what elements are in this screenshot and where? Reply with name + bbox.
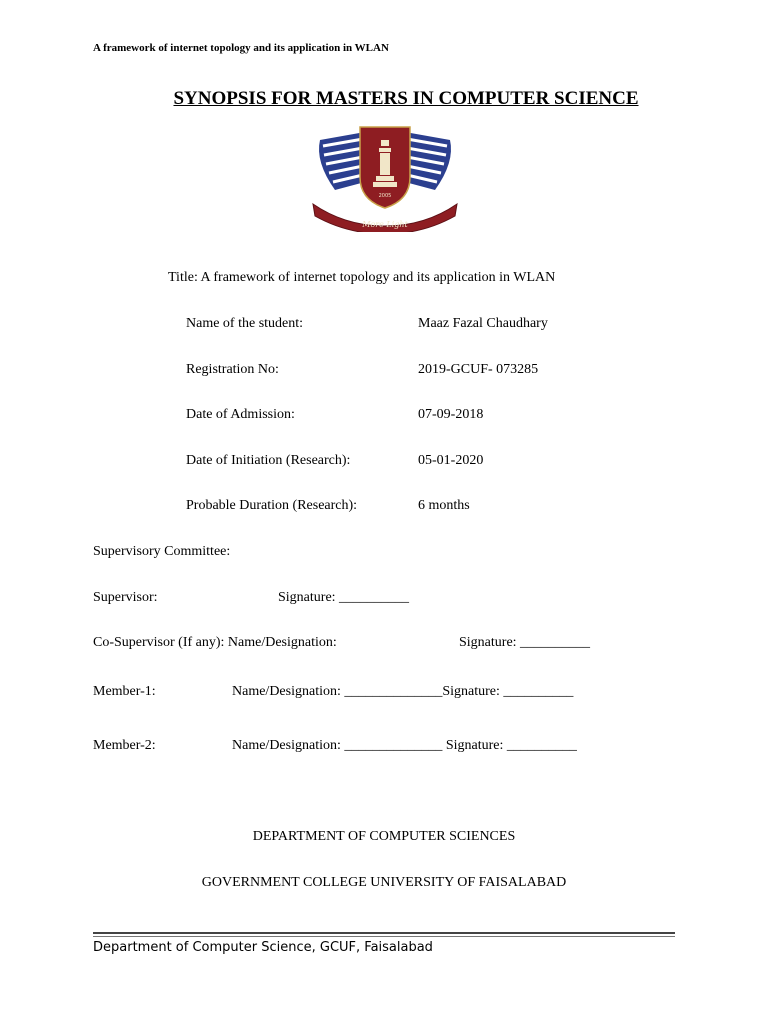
member2-label: Member-2:: [93, 738, 156, 753]
page-footer: Department of Computer Science, GCUF, Faisalabad: [93, 940, 433, 955]
committee-heading: Supervisory Committee:: [93, 544, 231, 559]
page-title: SYNOPSIS FOR MASTERS IN COMPUTER SCIENCE: [173, 88, 639, 109]
supervisor-label: Supervisor:: [93, 590, 158, 605]
field-label-student-name: Name of the student:: [186, 316, 304, 331]
footer-divider: [93, 932, 675, 934]
cosupervisor-signature: Signature: __________: [459, 635, 591, 650]
field-value-duration: 6 months: [418, 498, 470, 513]
footer-divider-thin: [93, 936, 675, 937]
university-name: GOVERNMENT COLLEGE UNIVERSITY OF FAISALABAD: [201, 875, 567, 890]
logo-motto: More Light: [362, 220, 408, 229]
supervisor-signature: Signature: __________: [278, 590, 410, 605]
field-label-initiation-date: Date of Initiation (Research):: [186, 453, 351, 468]
member1-label: Member-1:: [93, 684, 156, 699]
field-label-admission-date: Date of Admission:: [186, 407, 295, 422]
cosupervisor-label: Co-Supervisor (If any): Name/Designation:: [93, 635, 337, 650]
running-header: A framework of internet topology and its application in WLAN: [93, 42, 389, 54]
field-value-admission-date: 07-09-2018: [418, 407, 484, 422]
logo-right-wing: [405, 132, 451, 190]
department-name: DEPARTMENT OF COMPUTER SCIENCES: [252, 829, 516, 844]
logo-year: 2005: [378, 193, 392, 199]
field-label-duration: Probable Duration (Research):: [186, 498, 358, 513]
member1-name-signature: Name/Designation: ______________Signature: __________: [232, 684, 574, 699]
field-value-registration: 2019-GCUF- 073285: [418, 362, 539, 377]
logo-left-wing: [319, 132, 365, 190]
field-value-initiation-date: 05-01-2020: [418, 453, 484, 468]
field-value-student-name: Maaz Fazal Chaudhary: [418, 316, 548, 331]
document-title: Title: A framework of internet topology and its application in WLAN: [168, 270, 556, 285]
university-logo: [305, 122, 465, 232]
field-label-registration: Registration No:: [186, 362, 279, 377]
member2-name-signature: Name/Designation: ______________ Signature: __________: [232, 738, 577, 753]
